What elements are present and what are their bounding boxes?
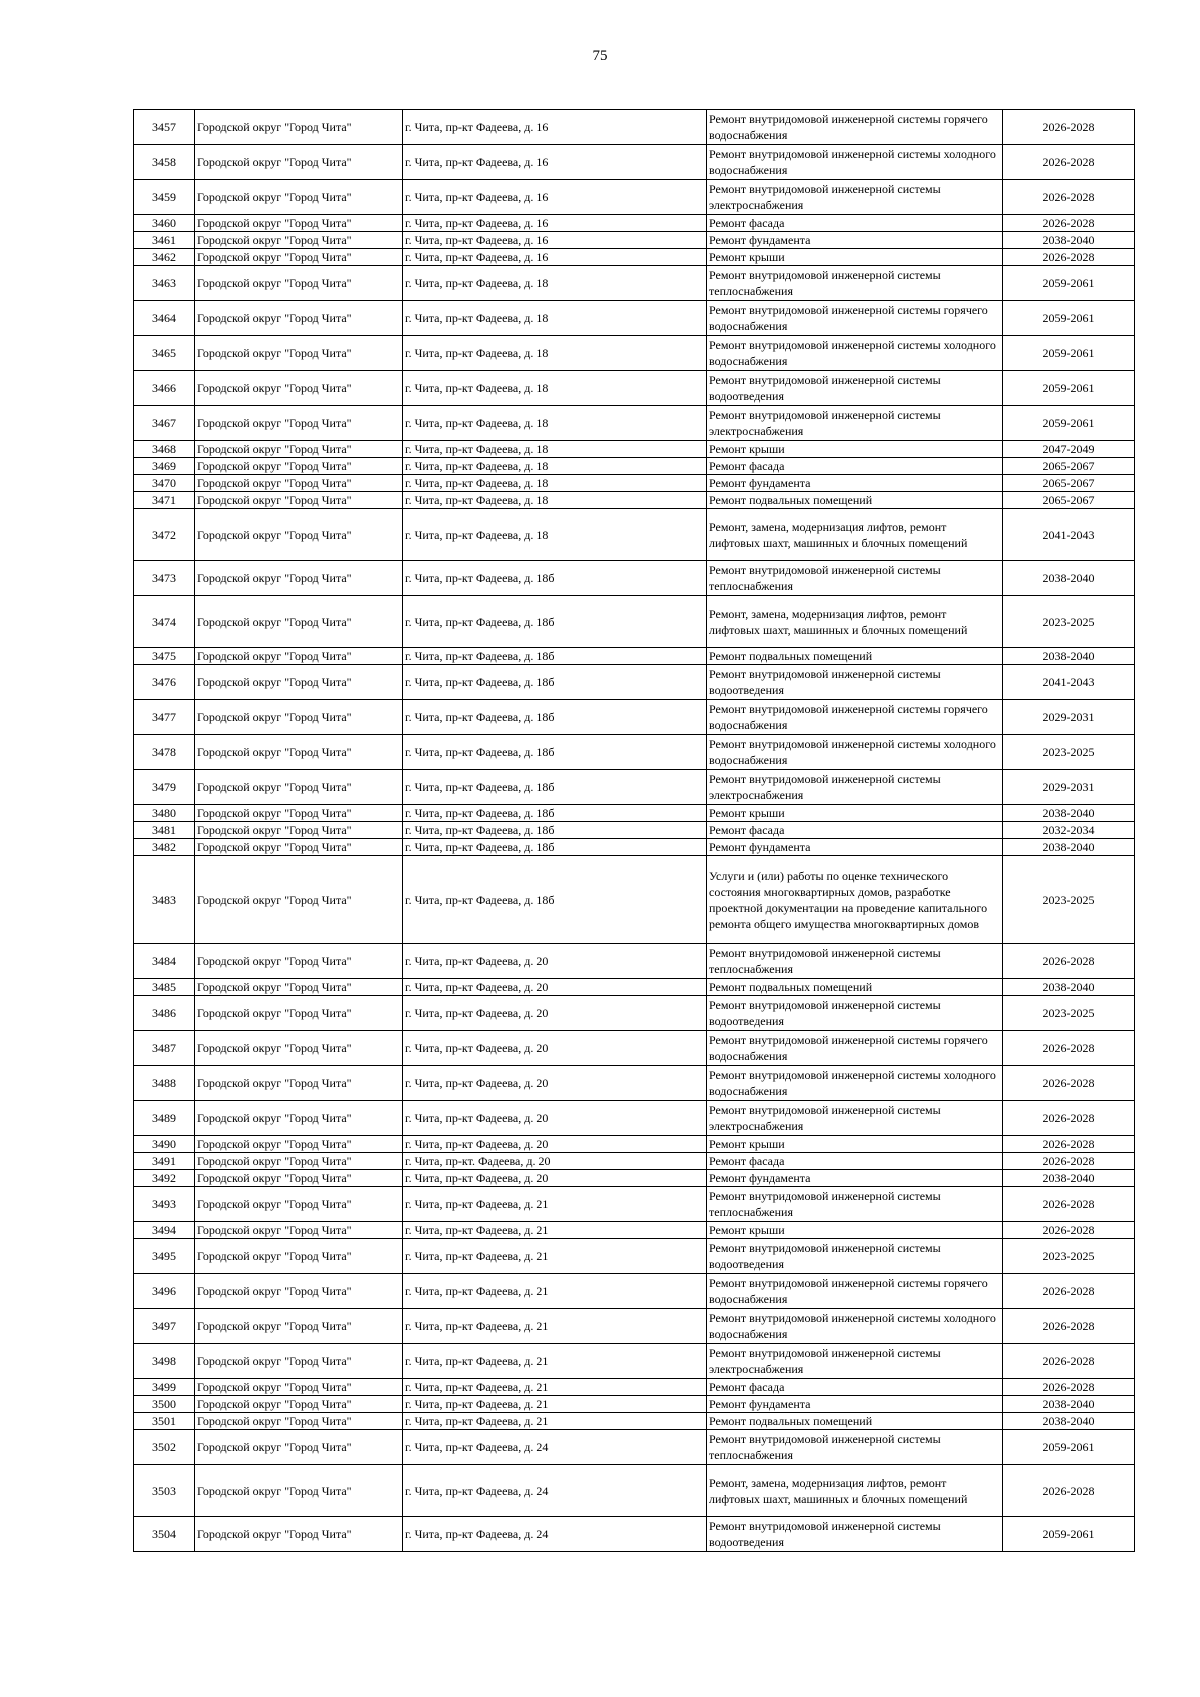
address-cell: г. Чита, пр-кт Фадеева, д. 24 bbox=[403, 1465, 707, 1517]
address-cell: г. Чита, пр-кт Фадеева, д. 16 bbox=[403, 110, 707, 145]
address-cell: г. Чита, пр-кт Фадеева, д. 18б bbox=[403, 770, 707, 805]
district-cell: Городской округ "Город Чита" bbox=[195, 1413, 403, 1430]
work-type-cell: Ремонт внутридомовой инженерной системы водоотведения bbox=[707, 371, 1003, 406]
address-cell: г. Чита, пр-кт Фадеева, д. 20 bbox=[403, 996, 707, 1031]
work-type-cell: Ремонт крыши bbox=[707, 441, 1003, 458]
district-cell: Городской округ "Город Чита" bbox=[195, 1465, 403, 1517]
table-row bbox=[134, 232, 1135, 249]
district-cell: Городской округ "Город Чита" bbox=[195, 805, 403, 822]
address-cell: г. Чита, пр-кт Фадеева, д. 16 bbox=[403, 232, 707, 249]
period-cell: 2026-2028 bbox=[1003, 1031, 1135, 1066]
table-row bbox=[134, 492, 1135, 509]
work-type-cell: Ремонт крыши bbox=[707, 1136, 1003, 1153]
district-cell: Городской округ "Город Чита" bbox=[195, 215, 403, 232]
work-type-cell: Ремонт внутридомовой инженерной системы горячего водоснабжения bbox=[707, 301, 1003, 336]
row-number: 3498 bbox=[134, 1344, 195, 1379]
district-cell: Городской округ "Город Чита" bbox=[195, 1031, 403, 1066]
work-type-cell: Ремонт внутридомовой инженерной системы горячего водоснабжения bbox=[707, 110, 1003, 145]
district-cell: Городской округ "Город Чита" bbox=[195, 1153, 403, 1170]
period-cell: 2023-2025 bbox=[1003, 856, 1135, 944]
period-cell: 2026-2028 bbox=[1003, 1379, 1135, 1396]
district-cell: Городской округ "Город Чита" bbox=[195, 665, 403, 700]
work-type-cell: Ремонт крыши bbox=[707, 1222, 1003, 1239]
table-row bbox=[134, 301, 1135, 336]
table-row bbox=[134, 1344, 1135, 1379]
address-cell: г. Чита, пр-кт Фадеева, д. 16 bbox=[403, 145, 707, 180]
work-type-cell: Ремонт фасада bbox=[707, 1379, 1003, 1396]
address-cell: г. Чита, пр-кт Фадеева, д. 18 bbox=[403, 492, 707, 509]
work-type-cell: Ремонт, замена, модернизация лифтов, ремонт лифтовых шахт, машинных и блочных помещений bbox=[707, 1465, 1003, 1517]
work-type-cell: Ремонт внутридомовой инженерной системы электроснабжения bbox=[707, 1101, 1003, 1136]
table-row bbox=[134, 406, 1135, 441]
row-number: 3497 bbox=[134, 1309, 195, 1344]
table-row bbox=[134, 145, 1135, 180]
row-number: 3464 bbox=[134, 301, 195, 336]
address-cell: г. Чита, пр-кт Фадеева, д. 18 bbox=[403, 475, 707, 492]
period-cell: 2026-2028 bbox=[1003, 944, 1135, 979]
work-type-cell: Ремонт внутридомовой инженерной системы теплоснабжения bbox=[707, 944, 1003, 979]
table-row bbox=[134, 1379, 1135, 1396]
district-cell: Городской округ "Город Чита" bbox=[195, 458, 403, 475]
row-number: 3485 bbox=[134, 979, 195, 996]
address-cell: г. Чита, пр-кт Фадеева, д. 18б bbox=[403, 665, 707, 700]
district-cell: Городской округ "Город Чита" bbox=[195, 996, 403, 1031]
work-type-cell: Ремонт внутридомовой инженерной системы теплоснабжения bbox=[707, 1430, 1003, 1465]
district-cell: Городской округ "Город Чита" bbox=[195, 648, 403, 665]
table-row bbox=[134, 665, 1135, 700]
table-row bbox=[134, 110, 1135, 145]
work-type-cell: Ремонт внутридомовой инженерной системы холодного водоснабжения bbox=[707, 735, 1003, 770]
period-cell: 2026-2028 bbox=[1003, 1136, 1135, 1153]
address-cell: г. Чита, пр-кт Фадеева, д. 18 bbox=[403, 266, 707, 301]
row-number: 3480 bbox=[134, 805, 195, 822]
table-row bbox=[134, 996, 1135, 1031]
district-cell: Городской округ "Город Чита" bbox=[195, 1066, 403, 1101]
address-cell: г. Чита, пр-кт Фадеева, д. 24 bbox=[403, 1430, 707, 1465]
period-cell: 2065-2067 bbox=[1003, 492, 1135, 509]
period-cell: 2038-2040 bbox=[1003, 979, 1135, 996]
row-number: 3481 bbox=[134, 822, 195, 839]
work-type-cell: Услуги и (или) работы по оценке технического состояния многоквартирных домов, разработке проектной документации на проведение капитального ремонта общего имущества многоквартирных домов bbox=[707, 856, 1003, 944]
row-number: 3484 bbox=[134, 944, 195, 979]
period-cell: 2038-2040 bbox=[1003, 839, 1135, 856]
work-type-cell: Ремонт фундамента bbox=[707, 839, 1003, 856]
address-cell: г. Чита, пр-кт Фадеева, д. 20 bbox=[403, 1066, 707, 1101]
work-type-cell: Ремонт внутридомовой инженерной системы холодного водоснабжения bbox=[707, 336, 1003, 371]
district-cell: Городской округ "Город Чита" bbox=[195, 1170, 403, 1187]
row-number: 3457 bbox=[134, 110, 195, 145]
work-type-cell: Ремонт внутридомовой инженерной системы электроснабжения bbox=[707, 1344, 1003, 1379]
period-cell: 2023-2025 bbox=[1003, 996, 1135, 1031]
table-row bbox=[134, 1153, 1135, 1170]
address-cell: г. Чита, пр-кт Фадеева, д. 18 bbox=[403, 371, 707, 406]
district-cell: Городской округ "Город Чита" bbox=[195, 145, 403, 180]
work-type-cell: Ремонт фундамента bbox=[707, 232, 1003, 249]
address-cell: г. Чита, пр-кт Фадеева, д. 18б bbox=[403, 596, 707, 648]
table-row bbox=[134, 458, 1135, 475]
district-cell: Городской округ "Город Чита" bbox=[195, 944, 403, 979]
period-cell: 2026-2028 bbox=[1003, 1066, 1135, 1101]
row-number: 3459 bbox=[134, 180, 195, 215]
district-cell: Городской округ "Город Чита" bbox=[195, 492, 403, 509]
table-row bbox=[134, 1430, 1135, 1465]
period-cell: 2023-2025 bbox=[1003, 1239, 1135, 1274]
district-cell: Городской округ "Город Чита" bbox=[195, 979, 403, 996]
table-row bbox=[134, 336, 1135, 371]
row-number: 3493 bbox=[134, 1187, 195, 1222]
table-row bbox=[134, 371, 1135, 406]
table-row bbox=[134, 1031, 1135, 1066]
district-cell: Городской округ "Город Чита" bbox=[195, 232, 403, 249]
period-cell: 2038-2040 bbox=[1003, 1413, 1135, 1430]
address-cell: г. Чита, пр-кт Фадеева, д. 20 bbox=[403, 979, 707, 996]
work-type-cell: Ремонт внутридомовой инженерной системы холодного водоснабжения bbox=[707, 1066, 1003, 1101]
table-row bbox=[134, 1309, 1135, 1344]
table-row bbox=[134, 1170, 1135, 1187]
table-row bbox=[134, 441, 1135, 458]
address-cell: г. Чита, пр-кт Фадеева, д. 21 bbox=[403, 1187, 707, 1222]
period-cell: 2026-2028 bbox=[1003, 1153, 1135, 1170]
row-number: 3503 bbox=[134, 1465, 195, 1517]
period-cell: 2026-2028 bbox=[1003, 110, 1135, 145]
work-type-cell: Ремонт внутридомовой инженерной системы холодного водоснабжения bbox=[707, 145, 1003, 180]
table-row bbox=[134, 1187, 1135, 1222]
address-cell: г. Чита, пр-кт Фадеева, д. 21 bbox=[403, 1274, 707, 1309]
row-number: 3461 bbox=[134, 232, 195, 249]
district-cell: Городской округ "Город Чита" bbox=[195, 1396, 403, 1413]
table-row bbox=[134, 1517, 1135, 1552]
district-cell: Городской округ "Город Чита" bbox=[195, 1309, 403, 1344]
district-cell: Городской округ "Город Чита" bbox=[195, 336, 403, 371]
work-type-cell: Ремонт внутридомовой инженерной системы водоотведения bbox=[707, 996, 1003, 1031]
table-row bbox=[134, 1413, 1135, 1430]
work-type-cell: Ремонт, замена, модернизация лифтов, ремонт лифтовых шахт, машинных и блочных помещений bbox=[707, 596, 1003, 648]
period-cell: 2059-2061 bbox=[1003, 301, 1135, 336]
address-cell: г. Чита, пр-кт Фадеева, д. 16 bbox=[403, 215, 707, 232]
district-cell: Городской округ "Город Чита" bbox=[195, 1517, 403, 1552]
address-cell: г. Чита, пр-кт Фадеева, д. 21 bbox=[403, 1344, 707, 1379]
period-cell: 2038-2040 bbox=[1003, 561, 1135, 596]
row-number: 3479 bbox=[134, 770, 195, 805]
work-type-cell: Ремонт крыши bbox=[707, 805, 1003, 822]
work-type-cell: Ремонт внутридомовой инженерной системы теплоснабжения bbox=[707, 266, 1003, 301]
work-type-cell: Ремонт фасада bbox=[707, 1153, 1003, 1170]
period-cell: 2038-2040 bbox=[1003, 1396, 1135, 1413]
table-row bbox=[134, 648, 1135, 665]
table-row bbox=[134, 215, 1135, 232]
period-cell: 2065-2067 bbox=[1003, 475, 1135, 492]
table-row bbox=[134, 509, 1135, 561]
table-row bbox=[134, 1066, 1135, 1101]
address-cell: г. Чита, пр-кт Фадеева, д. 20 bbox=[403, 1101, 707, 1136]
address-cell: г. Чита, пр-кт Фадеева, д. 21 bbox=[403, 1239, 707, 1274]
work-type-cell: Ремонт, замена, модернизация лифтов, ремонт лифтовых шахт, машинных и блочных помещений bbox=[707, 509, 1003, 561]
row-number: 3495 bbox=[134, 1239, 195, 1274]
row-number: 3463 bbox=[134, 266, 195, 301]
row-number: 3476 bbox=[134, 665, 195, 700]
district-cell: Городской округ "Город Чита" bbox=[195, 735, 403, 770]
work-type-cell: Ремонт фасада bbox=[707, 458, 1003, 475]
district-cell: Городской округ "Город Чита" bbox=[195, 1136, 403, 1153]
district-cell: Городской округ "Город Чита" bbox=[195, 856, 403, 944]
work-type-cell: Ремонт внутридомовой инженерной системы водоотведения bbox=[707, 1239, 1003, 1274]
district-cell: Городской округ "Город Чита" bbox=[195, 1379, 403, 1396]
work-type-cell: Ремонт фундамента bbox=[707, 475, 1003, 492]
period-cell: 2038-2040 bbox=[1003, 805, 1135, 822]
period-cell: 2041-2043 bbox=[1003, 665, 1135, 700]
row-number: 3469 bbox=[134, 458, 195, 475]
row-number: 3499 bbox=[134, 1379, 195, 1396]
work-type-cell: Ремонт фундамента bbox=[707, 1396, 1003, 1413]
district-cell: Городской округ "Город Чита" bbox=[195, 509, 403, 561]
address-cell: г. Чита, пр-кт Фадеева, д. 18 bbox=[403, 458, 707, 475]
period-cell: 2026-2028 bbox=[1003, 1101, 1135, 1136]
district-cell: Городской округ "Город Чита" bbox=[195, 441, 403, 458]
district-cell: Городской округ "Город Чита" bbox=[195, 1239, 403, 1274]
period-cell: 2026-2028 bbox=[1003, 1465, 1135, 1517]
district-cell: Городской округ "Город Чита" bbox=[195, 839, 403, 856]
period-cell: 2026-2028 bbox=[1003, 1222, 1135, 1239]
district-cell: Городской округ "Город Чита" bbox=[195, 1274, 403, 1309]
row-number: 3500 bbox=[134, 1396, 195, 1413]
row-number: 3494 bbox=[134, 1222, 195, 1239]
address-cell: г. Чита, пр-кт Фадеева, д. 18 bbox=[403, 441, 707, 458]
table-row bbox=[134, 856, 1135, 944]
district-cell: Городской округ "Город Чита" bbox=[195, 371, 403, 406]
address-cell: г. Чита, пр-кт Фадеева, д. 20 bbox=[403, 1170, 707, 1187]
district-cell: Городской округ "Город Чита" bbox=[195, 406, 403, 441]
period-cell: 2026-2028 bbox=[1003, 145, 1135, 180]
table-row bbox=[134, 1136, 1135, 1153]
district-cell: Городской округ "Город Чита" bbox=[195, 822, 403, 839]
row-number: 3482 bbox=[134, 839, 195, 856]
table-row bbox=[134, 1465, 1135, 1517]
work-type-cell: Ремонт внутридомовой инженерной системы водоотведения bbox=[707, 1517, 1003, 1552]
table-row bbox=[134, 805, 1135, 822]
row-number: 3504 bbox=[134, 1517, 195, 1552]
address-cell: г. Чита, пр-кт Фадеева, д. 20 bbox=[403, 1136, 707, 1153]
work-type-cell: Ремонт внутридомовой инженерной системы холодного водоснабжения bbox=[707, 1309, 1003, 1344]
address-cell: г. Чита, пр-кт Фадеева, д. 21 bbox=[403, 1379, 707, 1396]
address-cell: г. Чита, пр-кт Фадеева, д. 21 bbox=[403, 1309, 707, 1344]
district-cell: Городской округ "Город Чита" bbox=[195, 475, 403, 492]
district-cell: Городской округ "Город Чита" bbox=[195, 1187, 403, 1222]
address-cell: г. Чита, пр-кт Фадеева, д. 18 bbox=[403, 509, 707, 561]
address-cell: г. Чита, пр-кт Фадеева, д. 21 bbox=[403, 1396, 707, 1413]
table-row bbox=[134, 839, 1135, 856]
row-number: 3458 bbox=[134, 145, 195, 180]
work-type-cell: Ремонт внутридомовой инженерной системы водоотведения bbox=[707, 665, 1003, 700]
district-cell: Городской округ "Город Чита" bbox=[195, 1222, 403, 1239]
address-cell: г. Чита, пр-кт Фадеева, д. 18б bbox=[403, 856, 707, 944]
table-row bbox=[134, 944, 1135, 979]
period-cell: 2041-2043 bbox=[1003, 509, 1135, 561]
row-number: 3489 bbox=[134, 1101, 195, 1136]
row-number: 3487 bbox=[134, 1031, 195, 1066]
table-row bbox=[134, 700, 1135, 735]
table-row bbox=[134, 822, 1135, 839]
row-number: 3475 bbox=[134, 648, 195, 665]
work-type-cell: Ремонт крыши bbox=[707, 249, 1003, 266]
row-number: 3477 bbox=[134, 700, 195, 735]
district-cell: Городской округ "Город Чита" bbox=[195, 1344, 403, 1379]
period-cell: 2065-2067 bbox=[1003, 458, 1135, 475]
district-cell: Городской округ "Город Чита" bbox=[195, 1101, 403, 1136]
work-type-cell: Ремонт внутридомовой инженерной системы горячего водоснабжения bbox=[707, 1274, 1003, 1309]
address-cell: г. Чита, пр-кт Фадеева, д. 18б bbox=[403, 839, 707, 856]
period-cell: 2026-2028 bbox=[1003, 1274, 1135, 1309]
row-number: 3474 bbox=[134, 596, 195, 648]
work-type-cell: Ремонт внутридомовой инженерной системы электроснабжения bbox=[707, 770, 1003, 805]
period-cell: 2059-2061 bbox=[1003, 266, 1135, 301]
table-row bbox=[134, 596, 1135, 648]
district-cell: Городской округ "Город Чита" bbox=[195, 770, 403, 805]
row-number: 3478 bbox=[134, 735, 195, 770]
period-cell: 2026-2028 bbox=[1003, 1187, 1135, 1222]
address-cell: г. Чита, пр-кт Фадеева, д. 16 bbox=[403, 180, 707, 215]
row-number: 3470 bbox=[134, 475, 195, 492]
period-cell: 2026-2028 bbox=[1003, 215, 1135, 232]
row-number: 3468 bbox=[134, 441, 195, 458]
row-number: 3488 bbox=[134, 1066, 195, 1101]
district-cell: Городской округ "Город Чита" bbox=[195, 301, 403, 336]
table-row bbox=[134, 561, 1135, 596]
address-cell: г. Чита, пр-кт Фадеева, д. 18б bbox=[403, 561, 707, 596]
table-row bbox=[134, 1239, 1135, 1274]
work-type-cell: Ремонт внутридомовой инженерной системы электроснабжения bbox=[707, 180, 1003, 215]
address-cell: г. Чита, пр-кт Фадеева, д. 24 bbox=[403, 1517, 707, 1552]
row-number: 3483 bbox=[134, 856, 195, 944]
district-cell: Городской округ "Город Чита" bbox=[195, 596, 403, 648]
work-type-cell: Ремонт внутридомовой инженерной системы теплоснабжения bbox=[707, 561, 1003, 596]
period-cell: 2032-2034 bbox=[1003, 822, 1135, 839]
district-cell: Городской округ "Город Чита" bbox=[195, 110, 403, 145]
row-number: 3501 bbox=[134, 1413, 195, 1430]
address-cell: г. Чита, пр-кт Фадеева, д. 18б bbox=[403, 822, 707, 839]
address-cell: г. Чита, пр-кт Фадеева, д. 18б bbox=[403, 700, 707, 735]
district-cell: Городской округ "Город Чита" bbox=[195, 700, 403, 735]
work-type-cell: Ремонт подвальных помещений bbox=[707, 648, 1003, 665]
district-cell: Городской округ "Город Чита" bbox=[195, 266, 403, 301]
address-cell: г. Чита, пр-кт. Фадеева, д. 20 bbox=[403, 1153, 707, 1170]
period-cell: 2059-2061 bbox=[1003, 1517, 1135, 1552]
work-type-cell: Ремонт фасада bbox=[707, 822, 1003, 839]
table-row bbox=[134, 180, 1135, 215]
period-cell: 2029-2031 bbox=[1003, 770, 1135, 805]
period-cell: 2059-2061 bbox=[1003, 406, 1135, 441]
address-cell: г. Чита, пр-кт Фадеева, д. 18 bbox=[403, 301, 707, 336]
address-cell: г. Чита, пр-кт Фадеева, д. 18б bbox=[403, 735, 707, 770]
period-cell: 2026-2028 bbox=[1003, 249, 1135, 266]
repair-schedule-table bbox=[133, 109, 1135, 1552]
table-body bbox=[134, 110, 1135, 1552]
period-cell: 2038-2040 bbox=[1003, 648, 1135, 665]
district-cell: Городской округ "Город Чита" bbox=[195, 180, 403, 215]
period-cell: 2023-2025 bbox=[1003, 735, 1135, 770]
table-row bbox=[134, 1274, 1135, 1309]
row-number: 3492 bbox=[134, 1170, 195, 1187]
row-number: 3467 bbox=[134, 406, 195, 441]
table-row bbox=[134, 1396, 1135, 1413]
period-cell: 2038-2040 bbox=[1003, 1170, 1135, 1187]
table-row bbox=[134, 735, 1135, 770]
row-number: 3465 bbox=[134, 336, 195, 371]
page-number: 75 bbox=[592, 48, 608, 64]
period-cell: 2026-2028 bbox=[1003, 1344, 1135, 1379]
period-cell: 2026-2028 bbox=[1003, 1309, 1135, 1344]
address-cell: г. Чита, пр-кт Фадеева, д. 18 bbox=[403, 336, 707, 371]
table-row bbox=[134, 1222, 1135, 1239]
address-cell: г. Чита, пр-кт Фадеева, д. 16 bbox=[403, 249, 707, 266]
address-cell: г. Чита, пр-кт Фадеева, д. 21 bbox=[403, 1413, 707, 1430]
period-cell: 2029-2031 bbox=[1003, 700, 1135, 735]
district-cell: Городской округ "Город Чита" bbox=[195, 561, 403, 596]
work-type-cell: Ремонт внутридомовой инженерной системы горячего водоснабжения bbox=[707, 1031, 1003, 1066]
row-number: 3486 bbox=[134, 996, 195, 1031]
table-row bbox=[134, 770, 1135, 805]
row-number: 3496 bbox=[134, 1274, 195, 1309]
table-row bbox=[134, 475, 1135, 492]
table-row bbox=[134, 249, 1135, 266]
period-cell: 2059-2061 bbox=[1003, 1430, 1135, 1465]
address-cell: г. Чита, пр-кт Фадеева, д. 20 bbox=[403, 944, 707, 979]
work-type-cell: Ремонт внутридомовой инженерной системы теплоснабжения bbox=[707, 1187, 1003, 1222]
table-row bbox=[134, 1101, 1135, 1136]
row-number: 3471 bbox=[134, 492, 195, 509]
period-cell: 2059-2061 bbox=[1003, 336, 1135, 371]
address-cell: г. Чита, пр-кт Фадеева, д. 18б bbox=[403, 648, 707, 665]
period-cell: 2059-2061 bbox=[1003, 371, 1135, 406]
table-row bbox=[134, 979, 1135, 996]
table-row bbox=[134, 266, 1135, 301]
work-type-cell: Ремонт подвальных помещений bbox=[707, 979, 1003, 996]
work-type-cell: Ремонт подвальных помещений bbox=[707, 1413, 1003, 1430]
row-number: 3466 bbox=[134, 371, 195, 406]
row-number: 3502 bbox=[134, 1430, 195, 1465]
row-number: 3473 bbox=[134, 561, 195, 596]
period-cell: 2023-2025 bbox=[1003, 596, 1135, 648]
work-type-cell: Ремонт внутридомовой инженерной системы электроснабжения bbox=[707, 406, 1003, 441]
row-number: 3462 bbox=[134, 249, 195, 266]
period-cell: 2026-2028 bbox=[1003, 180, 1135, 215]
work-type-cell: Ремонт подвальных помещений bbox=[707, 492, 1003, 509]
address-cell: г. Чита, пр-кт Фадеева, д. 18б bbox=[403, 805, 707, 822]
address-cell: г. Чита, пр-кт Фадеева, д. 20 bbox=[403, 1031, 707, 1066]
district-cell: Городской округ "Город Чита" bbox=[195, 1430, 403, 1465]
district-cell: Городской округ "Город Чита" bbox=[195, 249, 403, 266]
address-cell: г. Чита, пр-кт Фадеева, д. 21 bbox=[403, 1222, 707, 1239]
work-type-cell: Ремонт фасада bbox=[707, 215, 1003, 232]
period-cell: 2038-2040 bbox=[1003, 232, 1135, 249]
work-type-cell: Ремонт внутридомовой инженерной системы горячего водоснабжения bbox=[707, 700, 1003, 735]
work-type-cell: Ремонт фундамента bbox=[707, 1170, 1003, 1187]
row-number: 3490 bbox=[134, 1136, 195, 1153]
row-number: 3460 bbox=[134, 215, 195, 232]
period-cell: 2047-2049 bbox=[1003, 441, 1135, 458]
address-cell: г. Чита, пр-кт Фадеева, д. 18 bbox=[403, 406, 707, 441]
row-number: 3472 bbox=[134, 509, 195, 561]
row-number: 3491 bbox=[134, 1153, 195, 1170]
